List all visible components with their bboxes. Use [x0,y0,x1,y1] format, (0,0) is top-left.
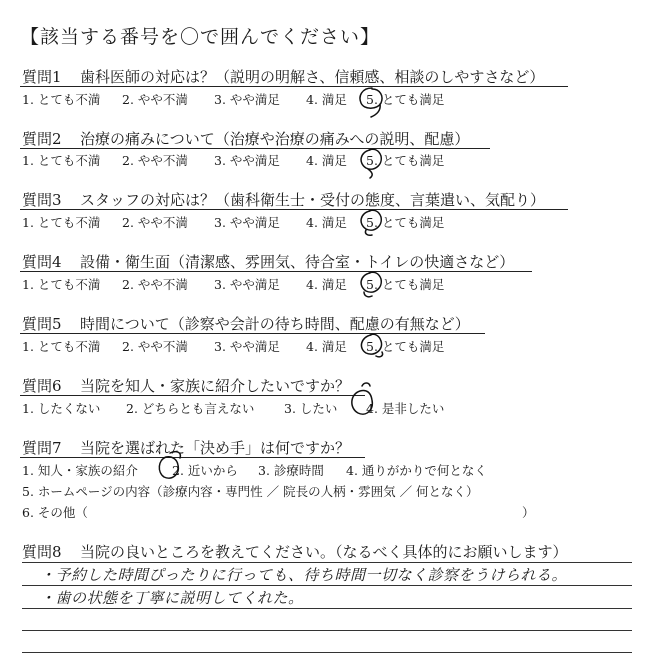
option-6-label: 6. その他（ [22,505,88,520]
answer-circle-q2 [361,149,381,178]
option-2[interactable]: 2. やや不満 [122,215,188,230]
option-3[interactable]: 3. やや満足 [214,339,280,354]
option-3[interactable]: 3. やや満足 [214,277,280,292]
option-4[interactable]: 4. 通りがかりで何となく [346,463,487,478]
option-1[interactable]: 1. とても不満 [22,339,101,354]
option-3[interactable]: 3. やや満足 [214,153,280,168]
option-4[interactable]: 4. 満足 [306,215,347,230]
answer-circle-q7 [159,452,180,479]
answer-circle-q6 [352,383,372,414]
option-3[interactable]: 3. やや満足 [214,215,280,230]
option-1[interactable]: 1. とても不満 [22,153,101,168]
page-title: 【該当する番号を〇で囲んでください】 [20,26,381,48]
answer-circle-q5 [361,334,382,357]
question-7-option-5[interactable]: 5. ホームページの内容（診療内容・専門性 ／ 院長の人柄・雰囲気 ／ 何となく） [22,484,479,499]
option-4[interactable]: 4. 満足 [306,92,347,107]
question-number: 質問7 [22,439,62,457]
handwritten-answer-2: ・歯の状態を丁寧に説明してくれた。 [40,589,304,607]
question-number: 質問2 [22,130,62,148]
option-4[interactable]: 4. 満足 [306,277,347,292]
question-number: 質問4 [22,253,62,271]
answer-circle-q3 [361,210,381,235]
option-1[interactable]: 1. とても不満 [22,215,101,230]
option-3[interactable]: 3. したい [284,401,338,416]
option-2[interactable]: 2. どちらとも言えない [126,401,255,416]
option-1[interactable]: 1. したくない [22,401,101,416]
option-4[interactable]: 4. 是非したい [366,401,445,416]
option-2[interactable]: 2. やや不満 [122,339,188,354]
option-1[interactable]: 1. とても不満 [22,277,101,292]
question-text: 当院を知人・家族に紹介したいですか？ [80,377,351,395]
option-2[interactable]: 2. やや不満 [122,153,188,168]
question-number: 質問3 [22,191,62,209]
option-5[interactable]: 5. とても満足 [366,153,445,168]
option-1[interactable]: 1. とても不満 [22,92,101,107]
option-2[interactable]: 2. 近いから [172,463,238,478]
option-5[interactable]: 5. とても満足 [366,339,445,354]
option-3[interactable]: 3. やや満足 [214,92,280,107]
option-3[interactable]: 3. 診療時間 [258,463,324,478]
option-2[interactable]: 2. やや不満 [122,277,188,292]
question-text: 時間について（診察や会計の待ち時間、配慮の有無など） [80,315,470,333]
option-5[interactable]: 5. とても満足 [366,92,445,107]
option-5[interactable]: 5. とても満足 [366,277,445,292]
option-2[interactable]: 2. やや不満 [122,92,188,107]
question-number: 質問6 [22,377,62,395]
answer-circle-q4 [361,272,381,297]
option-5[interactable]: 5. とても満足 [366,215,445,230]
question-number: 質問8 [22,543,62,561]
question-text: 設備・衛生面（清潔感、雰囲気、待合室・トイレの快適さなど） [80,253,515,271]
option-4[interactable]: 4. 満足 [306,153,347,168]
question-text: 当院を選ばれた「決め手」は何ですか？ [80,439,351,457]
question-text: 歯科医師の対応は？（説明の明解さ、信頼感、相談のしやすさなど） [80,68,545,86]
question-number: 質問1 [22,68,62,86]
question-text: 治療の痛みについて（治療や治療の痛みへの説明、配慮） [80,130,470,148]
question-text: スタッフの対応は？（歯科衛生士・受付の態度、言葉遣い、気配り） [80,191,546,209]
question-number: 質問5 [22,315,62,333]
option-4[interactable]: 4. 満足 [306,339,347,354]
answer-circle-q1 [360,88,382,117]
handwritten-answer-1: ・予約した時間ぴったりに行っても、待ち時間一切なく診察をうけられる。 [40,566,568,584]
option-6-close: ） [522,505,535,520]
option-1[interactable]: 1. 知人・家族の紹介 [22,463,138,478]
question-text: 当院の良いところを教えてください。（なるべく具体的にお願いします） [80,543,568,561]
